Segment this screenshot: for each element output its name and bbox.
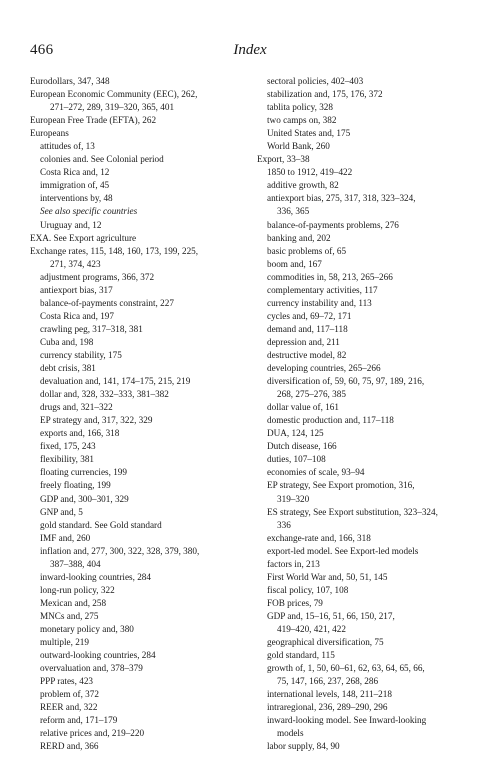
- index-subentry: inward-looking model. See Inward-looking: [267, 715, 427, 726]
- index-entry-continuation: 271–272, 289, 319–320, 365, 401: [50, 102, 175, 113]
- index-subentry: exchange-rate and, 166, 318: [267, 532, 371, 543]
- index-subentry: boom and, 167: [267, 258, 322, 269]
- index-subentry: export-led model. See Export-led models: [267, 545, 419, 556]
- index-subentry: World Bank, 260: [267, 141, 330, 152]
- index-subentry: gold standard. See Gold standard: [40, 519, 162, 530]
- index-subentry: outward-looking countries, 284: [40, 650, 156, 661]
- index-subentry: two camps on, 382: [267, 115, 337, 126]
- index-entry: Export, 33–38: [257, 154, 310, 165]
- index-subentry: 1850 to 1912, 419–422: [267, 167, 353, 178]
- index-subentry: inflation and, 277, 300, 322, 328, 379, 380,: [40, 545, 200, 556]
- index-entry-continuation: 419–420, 421, 422: [277, 623, 346, 634]
- index-subentry: fixed, 175, 243: [40, 441, 96, 452]
- index-subentry: GDP and, 300–301, 329: [40, 493, 129, 504]
- index-subentry: overvaluation and, 378–379: [40, 663, 143, 674]
- index-subentry: commodities in, 58, 213, 265–266: [267, 271, 393, 282]
- index-subentry: freely floating, 199: [40, 480, 111, 491]
- index-subentry: destructive model, 82: [267, 349, 347, 360]
- index-subentry: First World War and, 50, 51, 145: [267, 571, 388, 582]
- index-subentry: floating currencies, 199: [40, 467, 127, 478]
- index-subentry: MNCs and, 275: [40, 610, 99, 621]
- index-subentry: Dutch disease, 166: [267, 441, 337, 452]
- index-entry: Europeans: [30, 128, 69, 139]
- index-entry-continuation: 387–388, 404: [50, 558, 101, 569]
- index-subentry: RERD and, 366: [40, 741, 99, 752]
- index-subentry: devaluation and, 141, 174–175, 215, 219: [40, 376, 191, 387]
- index-subentry: Costa Rica and, 12: [40, 167, 110, 178]
- index-subentry: domestic production and, 117–118: [267, 415, 394, 426]
- index-subentry: EP strategy, See Export promotion, 316,: [267, 480, 415, 491]
- index-subentry: geographical diversification, 75: [267, 637, 384, 648]
- index-subentry: cycles and, 69–72, 171: [267, 310, 352, 321]
- index-subentry: colonies and. See Colonial period: [40, 154, 164, 165]
- index-subentry: currency stability, 175: [40, 349, 122, 360]
- index-subentry: relative prices and, 219–220: [40, 728, 145, 739]
- index-subentry: Uruguay and, 12: [40, 219, 102, 230]
- index-subentry: labor supply, 84, 90: [267, 741, 340, 752]
- index-subentry: Costa Rica and, 197: [40, 310, 114, 321]
- index-subentry: debt crisis, 381: [40, 363, 96, 374]
- index-subentry: stabilization and, 175, 176, 372: [267, 89, 383, 100]
- index-entry-continuation: 271, 374, 423: [50, 258, 101, 269]
- index-entry-continuation: 319–320: [277, 493, 310, 504]
- index-subentry: flexibility, 381: [40, 454, 95, 465]
- index-column-left: [30, 75, 240, 753]
- index-subentry: developing countries, 265–266: [267, 363, 381, 374]
- index-subentry: balance-of-payments problems, 276: [267, 219, 399, 230]
- index-subentry: drugs and, 321–322: [40, 402, 113, 413]
- index-subentry: balance-of-payments constraint, 227: [40, 297, 174, 308]
- index-subentry: banking and, 202: [267, 232, 331, 243]
- index-subentry: Cuba and, 198: [40, 336, 94, 347]
- index-subentry: reform and, 171–179: [40, 715, 118, 726]
- index-column-right: [257, 75, 473, 753]
- index-subentry: growth of, 1, 50, 60–61, 62, 63, 64, 65, 66,: [267, 663, 425, 674]
- index-subentry: interventions by, 48: [40, 193, 113, 204]
- index-subentry: Mexican and, 258: [40, 597, 107, 608]
- index-subentry: duties, 107–108: [267, 454, 326, 465]
- index-subentry: gold standard, 115: [267, 650, 335, 661]
- page-header: [30, 42, 470, 62]
- index-subentry: economies of scale, 93–94: [267, 467, 365, 478]
- index-subentry: international levels, 148, 211–218: [267, 689, 392, 700]
- index-subentry: See also specific countries: [40, 206, 138, 217]
- index-subentry: factors in, 213: [267, 558, 320, 569]
- index-subentry: crawling peg, 317–318, 381: [40, 323, 143, 334]
- index-subentry: additive growth, 82: [267, 180, 339, 191]
- index-subentry: exports and, 166, 318: [40, 428, 120, 439]
- index-subentry: ES strategy, See Export substitution, 323–324,: [267, 506, 438, 517]
- index-subentry: GNP and, 5: [40, 506, 83, 517]
- index-subentry: fiscal policy, 107, 108: [267, 584, 349, 595]
- index-entry: European Free Trade (EFTA), 262: [30, 115, 157, 126]
- index-subentry: diversification of, 59, 60, 75, 97, 189, 216,: [267, 376, 425, 387]
- running-title: Index: [233, 42, 267, 58]
- index-subentry: inward-looking countries, 284: [40, 571, 151, 582]
- index-subentry: complementary activities, 117: [267, 284, 378, 295]
- index-entry: EXA. See Export agriculture: [30, 232, 137, 243]
- index-subentry: United States and, 175: [267, 128, 351, 139]
- index-subentry: REER and, 322: [40, 702, 98, 713]
- index-subentry: demand and, 117–118: [267, 323, 348, 334]
- index-subentry: sectoral policies, 402–403: [267, 76, 364, 86]
- index-subentry: EP strategy and, 317, 322, 329: [40, 415, 153, 426]
- index-subentry: PPP rates, 423: [40, 676, 94, 687]
- index-subentry: antiexport bias, 317: [40, 284, 113, 295]
- page-number: 466: [30, 42, 54, 58]
- index-entry: Eurodollars, 347, 348: [30, 76, 110, 86]
- index-entry: European Economic Community (EEC), 262,: [30, 89, 198, 100]
- index-subentry: dollar value of, 161: [267, 402, 339, 413]
- index-subentry: GDP and, 15–16, 51, 66, 150, 217,: [267, 610, 395, 621]
- index-entry-continuation: 268, 275–276, 385: [277, 389, 346, 400]
- index-subentry: basic problems of, 65: [267, 245, 347, 256]
- index-subentry: FOB prices, 79: [267, 597, 323, 608]
- index-subentry: depression and, 211: [267, 336, 340, 347]
- index-subentry: dollar and, 328, 332–333, 381–382: [40, 389, 169, 400]
- index-subentry: DUA, 124, 125: [267, 428, 324, 439]
- index-entry-continuation: 336, 365: [277, 206, 310, 217]
- index-subentry: antiexport bias, 275, 317, 318, 323–324,: [267, 193, 416, 204]
- index-subentry: problem of, 372: [40, 689, 99, 700]
- index-subentry: immigration of, 45: [40, 180, 110, 191]
- index-subentry: multiple, 219: [40, 637, 89, 648]
- index-entry-continuation: 336: [277, 519, 291, 530]
- index-entry-continuation: 75, 147, 166, 237, 268, 286: [277, 676, 379, 687]
- index-subentry: tablita policy, 328: [267, 102, 333, 113]
- index-subentry: attitudes of, 13: [40, 141, 95, 152]
- index-subentry: adjustment programs, 366, 372: [40, 271, 155, 282]
- index-subentry: long-run policy, 322: [40, 584, 115, 595]
- index-subentry: monetary policy and, 380: [40, 623, 134, 634]
- index-entry-continuation: models: [277, 728, 304, 739]
- index-subentry: currency instability and, 113: [267, 297, 372, 308]
- index-entry: Exchange rates, 115, 148, 160, 173, 199, 225,: [30, 245, 199, 256]
- index-subentry: IMF and, 260: [40, 532, 91, 543]
- index-subentry: intraregional, 236, 289–290, 296: [267, 702, 388, 713]
